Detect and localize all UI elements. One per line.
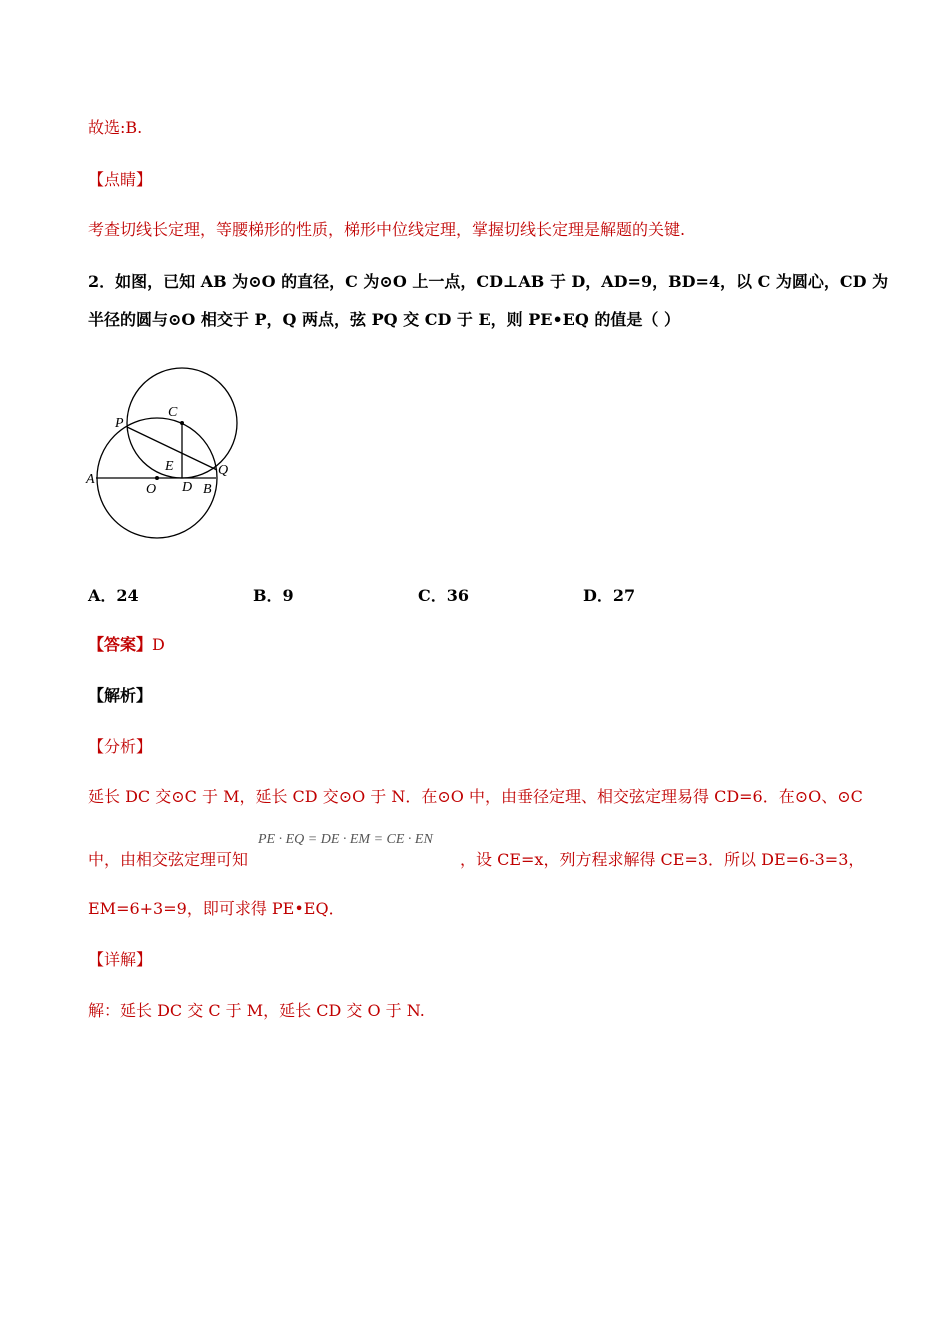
fenxi-heading: 【分析】 xyxy=(88,737,153,756)
option-b: B．9 xyxy=(253,586,294,605)
question-line-1: 2．如图，已知 AB 为⊙O 的直径，C 为⊙O 上一点，CD⊥AB 于 D，AD=9，BD=4，以 C 为圆心，CD 为 xyxy=(88,272,889,291)
option-c: C．36 xyxy=(418,586,470,605)
label-b: B xyxy=(203,482,212,497)
geometry-figure xyxy=(84,364,264,549)
formula-image: PE · EQ = DE · EM = CE · EN xyxy=(258,832,433,847)
tip-heading: 【点睛】 xyxy=(88,170,153,189)
answer-value: D xyxy=(152,635,165,654)
label-d: D xyxy=(182,480,193,495)
analysis-line-1: 延长 DC 交⊙C 于 M，延长 CD 交⊙O 于 N．在⊙O 中，由垂径定理、相交弦定理易得 CD=6．在⊙O、⊙C xyxy=(88,787,863,806)
answer-line xyxy=(88,634,165,656)
analysis-heading: 【解析】 xyxy=(88,686,153,705)
answer-label: 【答案】 xyxy=(88,635,153,654)
conclusion-text: 故选:B. xyxy=(88,118,143,137)
analysis-line-2b: ，设 CE=x，列方程求解得 CE=3．所以 DE=6-3=3， xyxy=(460,850,865,869)
option-d: D．27 xyxy=(583,586,636,605)
detail-line: 解：延长 DC 交 C 于 M，延长 CD 交 O 于 N. xyxy=(88,1001,425,1020)
label-q: Q xyxy=(218,463,229,478)
label-a: A xyxy=(86,472,95,487)
analysis-line-2a: 中，由相交弦定理可知 xyxy=(88,850,249,869)
option-a: A．24 xyxy=(88,586,139,605)
detail-heading: 【详解】 xyxy=(88,950,153,969)
point-c-dot xyxy=(180,421,184,425)
point-o-dot xyxy=(155,476,159,480)
label-p: P xyxy=(115,416,124,431)
tip-text: 考查切线长定理，等腰梯形的性质，梯形中位线定理，掌握切线长定理是解题的关键. xyxy=(88,220,686,239)
label-e: E xyxy=(165,459,174,474)
question-line-2: 半径的圆与⊙O 相交于 P，Q 两点，弦 PQ 交 CD 于 E，则 PE•EQ 的值是（ ） xyxy=(88,310,680,329)
label-o: O xyxy=(146,482,157,497)
label-c: C xyxy=(168,405,178,420)
analysis-line-3: EM=6+3=9，即可求得 PE•EQ． xyxy=(88,899,345,918)
